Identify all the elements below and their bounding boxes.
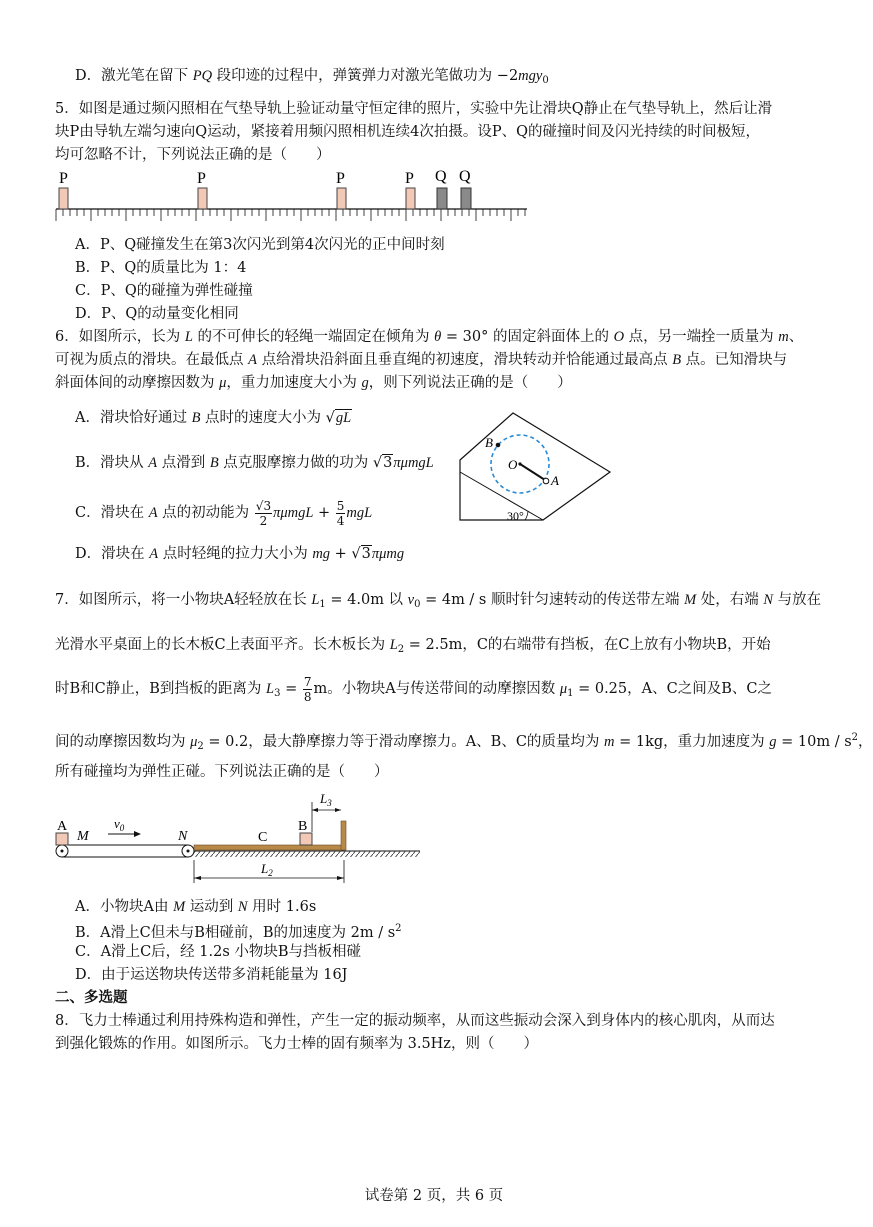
q7-label-l2: $L_2$ bbox=[261, 861, 273, 878]
q7-label-v0: $v_0$ bbox=[114, 816, 125, 833]
q7-option-a: A．小物块A由 M 运动到 N 用时 1.6s bbox=[75, 899, 317, 915]
q7-block-b bbox=[300, 833, 312, 845]
q5-stem-1: 5．如图是通过频闪照相在气垫导轨上验证动量守恒定律的照片，实验中先让滑块Q静止在气垫导轨上，然后让滑 bbox=[55, 101, 773, 117]
q5-label-p-1: P bbox=[59, 170, 68, 187]
q6-option-b: B．滑块从 A 点滑到 B 点克服摩擦力做的功为 √3πμmgL bbox=[75, 455, 434, 471]
q5-label-p-4: P bbox=[405, 170, 414, 187]
q7-conveyor-figure bbox=[48, 788, 428, 886]
q5-option-a: A．P、Q碰撞发生在第3次闪光到第4次闪光的正中间时刻 bbox=[75, 237, 445, 253]
q5-strobe-figure bbox=[52, 165, 532, 233]
q6-stem-1: 6．如图所示，长为 L 的不可伸长的轻绳一端固定在倾角为 θ = 30° 的固定斜面体上的 O 点，另一端拴一质量为 m、 bbox=[55, 329, 804, 345]
q6-incline-edge bbox=[460, 472, 543, 520]
q7-stem-2: 光滑水平桌面上的长木板C上表面平齐。长木板长为 $L_2 = 2.5m$，C的右端带有挡板，在C上放有小物块B，开始 bbox=[55, 637, 771, 655]
q5-option-b: B．P、Q的质量比为 1：4 bbox=[75, 260, 247, 276]
q7-board-c bbox=[194, 845, 344, 850]
q5-slider-p-2 bbox=[198, 188, 207, 209]
q7-option-c: C．A滑上C后，经 1.2s 小物块B与挡板相碰 bbox=[75, 944, 362, 960]
q8-stem-1: 8．飞力士棒通过利用持殊构造和弹性，产生一定的振动频率，从而这些振动会深入到身体内的核心肌肉，从而达 bbox=[55, 1013, 775, 1029]
q5-slider-q-2 bbox=[461, 188, 471, 209]
q5-stem-3: 均可忽略不计，下列说法正确的是（ ） bbox=[55, 147, 331, 163]
q6-point-o bbox=[518, 462, 521, 465]
q7-stem-1: 7．如图所示，将一小物块A轻轻放在长 $L_1 = 4.0m$ 以 $v_0 = 4m / s$ 顺时针匀速转动的传送带左端 M 处，右端 N 与放在 bbox=[55, 592, 822, 610]
q5-slider-p-3 bbox=[337, 188, 346, 209]
q7-label-l3: $L_3$ bbox=[320, 791, 332, 808]
q6-point-b bbox=[496, 443, 501, 448]
q7-table-hatch bbox=[194, 851, 420, 857]
q6-point-a bbox=[543, 478, 549, 484]
q5-label-p-3: P bbox=[336, 170, 345, 187]
q5-slider-p-4 bbox=[406, 188, 415, 209]
q6-option-d: D．滑块在 A 点时轻绳的拉力大小为 mg + √3πμmg bbox=[75, 546, 405, 562]
q5-label-q-1: Q bbox=[435, 168, 447, 185]
q5-label-p-2: P bbox=[197, 170, 206, 187]
q7-stem-3: 时B和C静止，B到挡板的距离为 $L_3$ = $\frac{7}{8}$ m。小物块A与传送带间的动摩擦因数 $\mu_1 = 0.25$，A、C之间及B、C之 bbox=[55, 674, 772, 704]
q7-baffle bbox=[341, 821, 346, 850]
q6-stem-3: 斜面体间的动摩擦因数为 μ，重力加速度大小为 g，则下列说法正确的是（ ） bbox=[55, 375, 572, 391]
q6-option-c: C．滑块在 A 点的初动能为 $\frac{√3}{2}$ πμmgL + $\frac{5}{4}$ mgL bbox=[75, 498, 373, 528]
q7-option-b: B．A滑上C但未与B相碰前，B的加速度为 $2m / s^2$ bbox=[75, 923, 402, 941]
section-title: 二、多选题 bbox=[55, 990, 128, 1006]
q6-stem-2: 可视为质点的滑块。在最低点 A 点给滑块沿斜面且垂直绳的初速度，滑块转动并恰能通过最高点 B 点。已知滑块与 bbox=[55, 352, 788, 368]
q5-option-c: C．P、Q的碰撞为弹性碰撞 bbox=[75, 283, 253, 299]
q6-angle-arc bbox=[525, 511, 528, 520]
q6-incline-figure bbox=[455, 410, 615, 528]
q6-label-a: A bbox=[551, 473, 559, 488]
q7-label-b: B bbox=[298, 819, 308, 834]
q8-stem-2: 到强化锻炼的作用。如图所示。飞力士棒的固有频率为 3.5Hz，则（ ） bbox=[55, 1036, 538, 1052]
q5-label-q-2: Q bbox=[459, 168, 471, 185]
q7-label-m: M bbox=[77, 829, 89, 844]
q5-ruler-ticks bbox=[56, 209, 525, 221]
q6-incline-body bbox=[460, 413, 610, 520]
page-footer: 试卷第 2 页，共 6 页 bbox=[364, 1188, 504, 1204]
q4-option-d: D．激光笔在留下 PQ 段印迹的过程中，弹簧弹力对激光笔做功为 −2mgy$_0$ bbox=[75, 68, 549, 86]
q7-stem-5: 所有碰撞均为弹性正碰。下列说法正确的是（ ） bbox=[55, 764, 389, 780]
q6-rope bbox=[520, 464, 545, 480]
q6-label-b: B bbox=[485, 435, 493, 450]
q5-slider-p-1 bbox=[59, 188, 68, 209]
q6-label-angle: 30° bbox=[507, 509, 524, 523]
q7-label-c: C bbox=[258, 830, 268, 845]
q6-label-o: O bbox=[508, 457, 518, 472]
q5-option-d: D．P、Q的动量变化相同 bbox=[75, 306, 239, 322]
q5-stem-2: 块P由导轨左端匀速向Q运动，紧接着用频闪照相机连续4次拍摄。设P、Q的碰撞时间及闪光持续的时间极短， bbox=[55, 124, 761, 140]
q7-option-d: D．由于运送物块传送带多消耗能量为 16J bbox=[75, 967, 348, 983]
q7-label-a: A bbox=[57, 819, 68, 834]
q6-option-a: A．滑块恰好通过 B 点时的速度大小为 √gL bbox=[75, 410, 352, 426]
q5-slider-q-1 bbox=[437, 188, 447, 209]
q7-stem-4: 间的动摩擦因数均为 $\mu_2 = 0.2$，最大静摩擦力等于滑动摩擦力。A、B、C的质量均为 m = 1kg，重力加速度为 $g = 10m / s^2$， bbox=[55, 732, 873, 752]
q7-label-n: N bbox=[178, 829, 188, 844]
q7-block-a bbox=[56, 833, 68, 845]
